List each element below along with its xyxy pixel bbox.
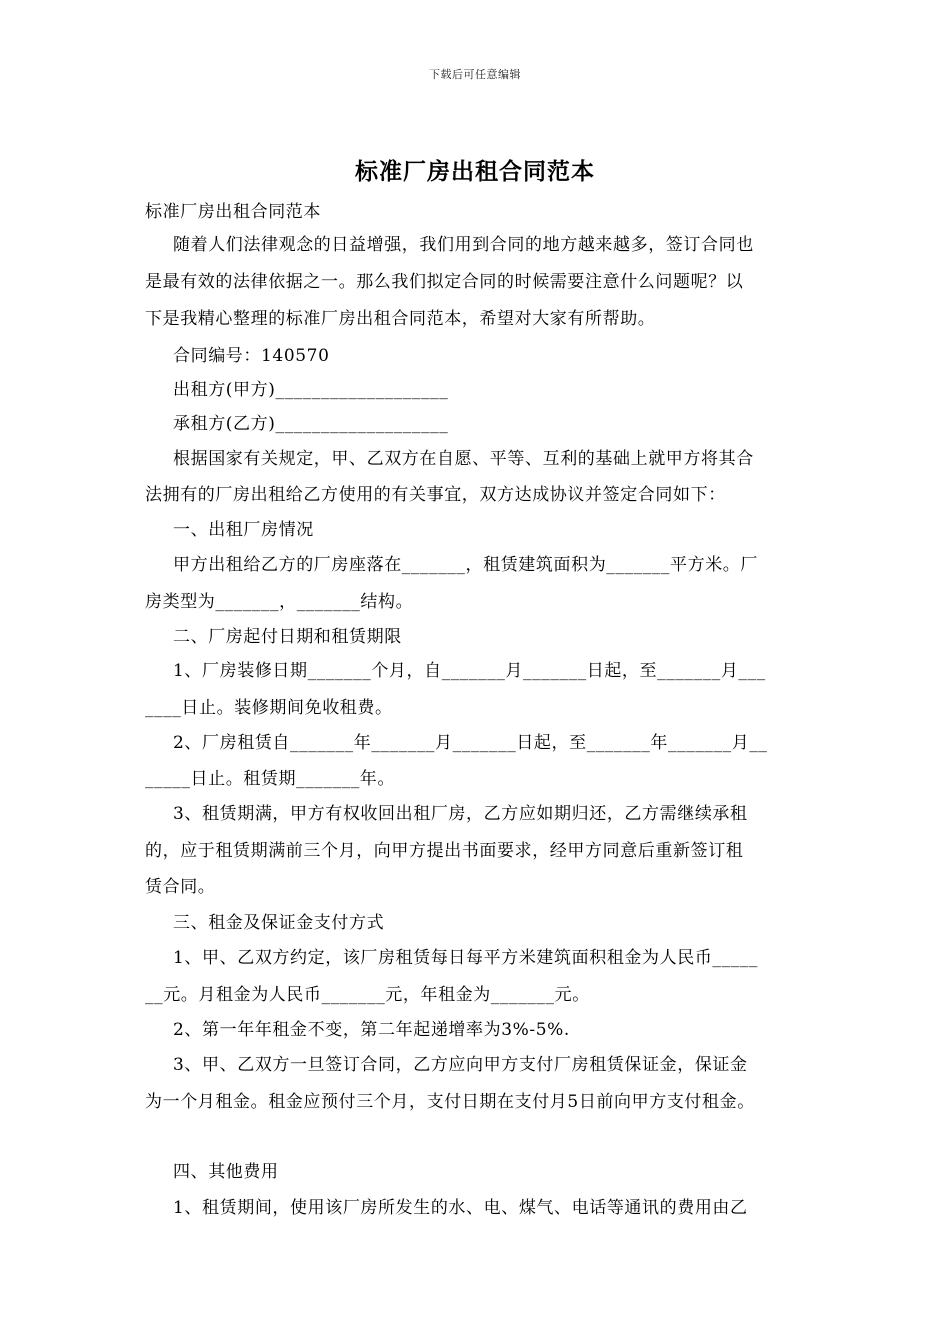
preamble-line-1: 根据国家有关规定，甲、乙双方在自愿、平等、互利的基础上就甲方将其合	[173, 449, 754, 469]
preamble-line-2: 法拥有的厂房出租给乙方使用的有关事宜，双方达成协议并签定合同如下：	[145, 485, 726, 505]
section-3-item-1-line-1: 1、甲、乙双方约定，该厂房租赁每日每平方米建筑面积租金为人民币_____	[173, 948, 758, 968]
lessee-line: 承租方(乙方)___________________	[173, 414, 449, 434]
section-2-item-2-line-1: 2、厂房租赁自_______年_______月_______日起，至_______年_______月__	[173, 733, 768, 753]
section-heading-4: 四、其他费用	[173, 1162, 279, 1182]
section-2-item-3-line-1: 3、租赁期满，甲方有权收回出租厂房，乙方应如期归还，乙方需继续承租	[173, 804, 748, 824]
document-title: 标准厂房出租合同范本	[355, 158, 595, 185]
intro-line-3: 下是我精心整理的标准厂房出租合同范本，希望对大家有所帮助。	[145, 309, 656, 329]
section-1-line-2: 房类型为_______，_______结构。	[145, 592, 414, 612]
section-heading-2: 二、厂房起付日期和租赁期限	[173, 627, 402, 647]
header-note: 下载后可任意编辑	[429, 68, 521, 81]
contract-number: 合同编号：140570	[173, 346, 330, 366]
section-2-item-1-line-1: 1、厂房装修日期_______个月，自_______月_______日起，至_______月___	[173, 661, 766, 681]
intro-line-2: 是最有效的法律依据之一。那么我们拟定合同的时候需要注意什么问题呢？以	[145, 272, 744, 292]
section-3-item-1-line-2: __元。月租金为人民币_______元，年租金为_______元。	[145, 985, 590, 1005]
lessor-line: 出租方(甲方)___________________	[173, 380, 449, 400]
section-2-item-3-line-3: 赁合同。	[145, 877, 216, 897]
section-3-item-3-line-1: 3、甲、乙双方一旦签订合同，乙方应向甲方支付厂房租赁保证金，保证金	[173, 1055, 748, 1075]
section-heading-3: 三、租金及保证金支付方式	[173, 913, 385, 933]
section-2-item-3-line-2: 的，应于租赁期满前三个月，向甲方提出书面要求，经甲方同意后重新签订租	[145, 841, 744, 861]
section-heading-1: 一、出租厂房情况	[173, 520, 314, 540]
section-2-item-2-line-2: _____日止。租赁期_______年。	[145, 769, 395, 789]
subtitle-line: 标准厂房出租合同范本	[145, 202, 321, 222]
section-2-item-1-line-2: ____日止。装修期间免收租费。	[145, 698, 393, 718]
section-4-item-1-line-1: 1、租赁期间，使用该厂房所发生的水、电、煤气、电话等通讯的费用由乙	[173, 1198, 748, 1218]
intro-line-1: 随着人们法律观念的日益增强，我们用到合同的地方越来越多，签订合同也	[173, 235, 754, 255]
section-3-item-2: 2、第一年年租金不变，第二年起递增率为3%-5%.	[173, 1020, 570, 1040]
section-1-line-1: 甲方出租给乙方的厂房座落在_______，租赁建筑面积为_______平方米。厂	[173, 555, 758, 575]
section-3-item-3-line-2: 为一个月租金。租金应预付三个月，支付日期在支付月5日前向甲方支付租金。	[145, 1092, 755, 1112]
